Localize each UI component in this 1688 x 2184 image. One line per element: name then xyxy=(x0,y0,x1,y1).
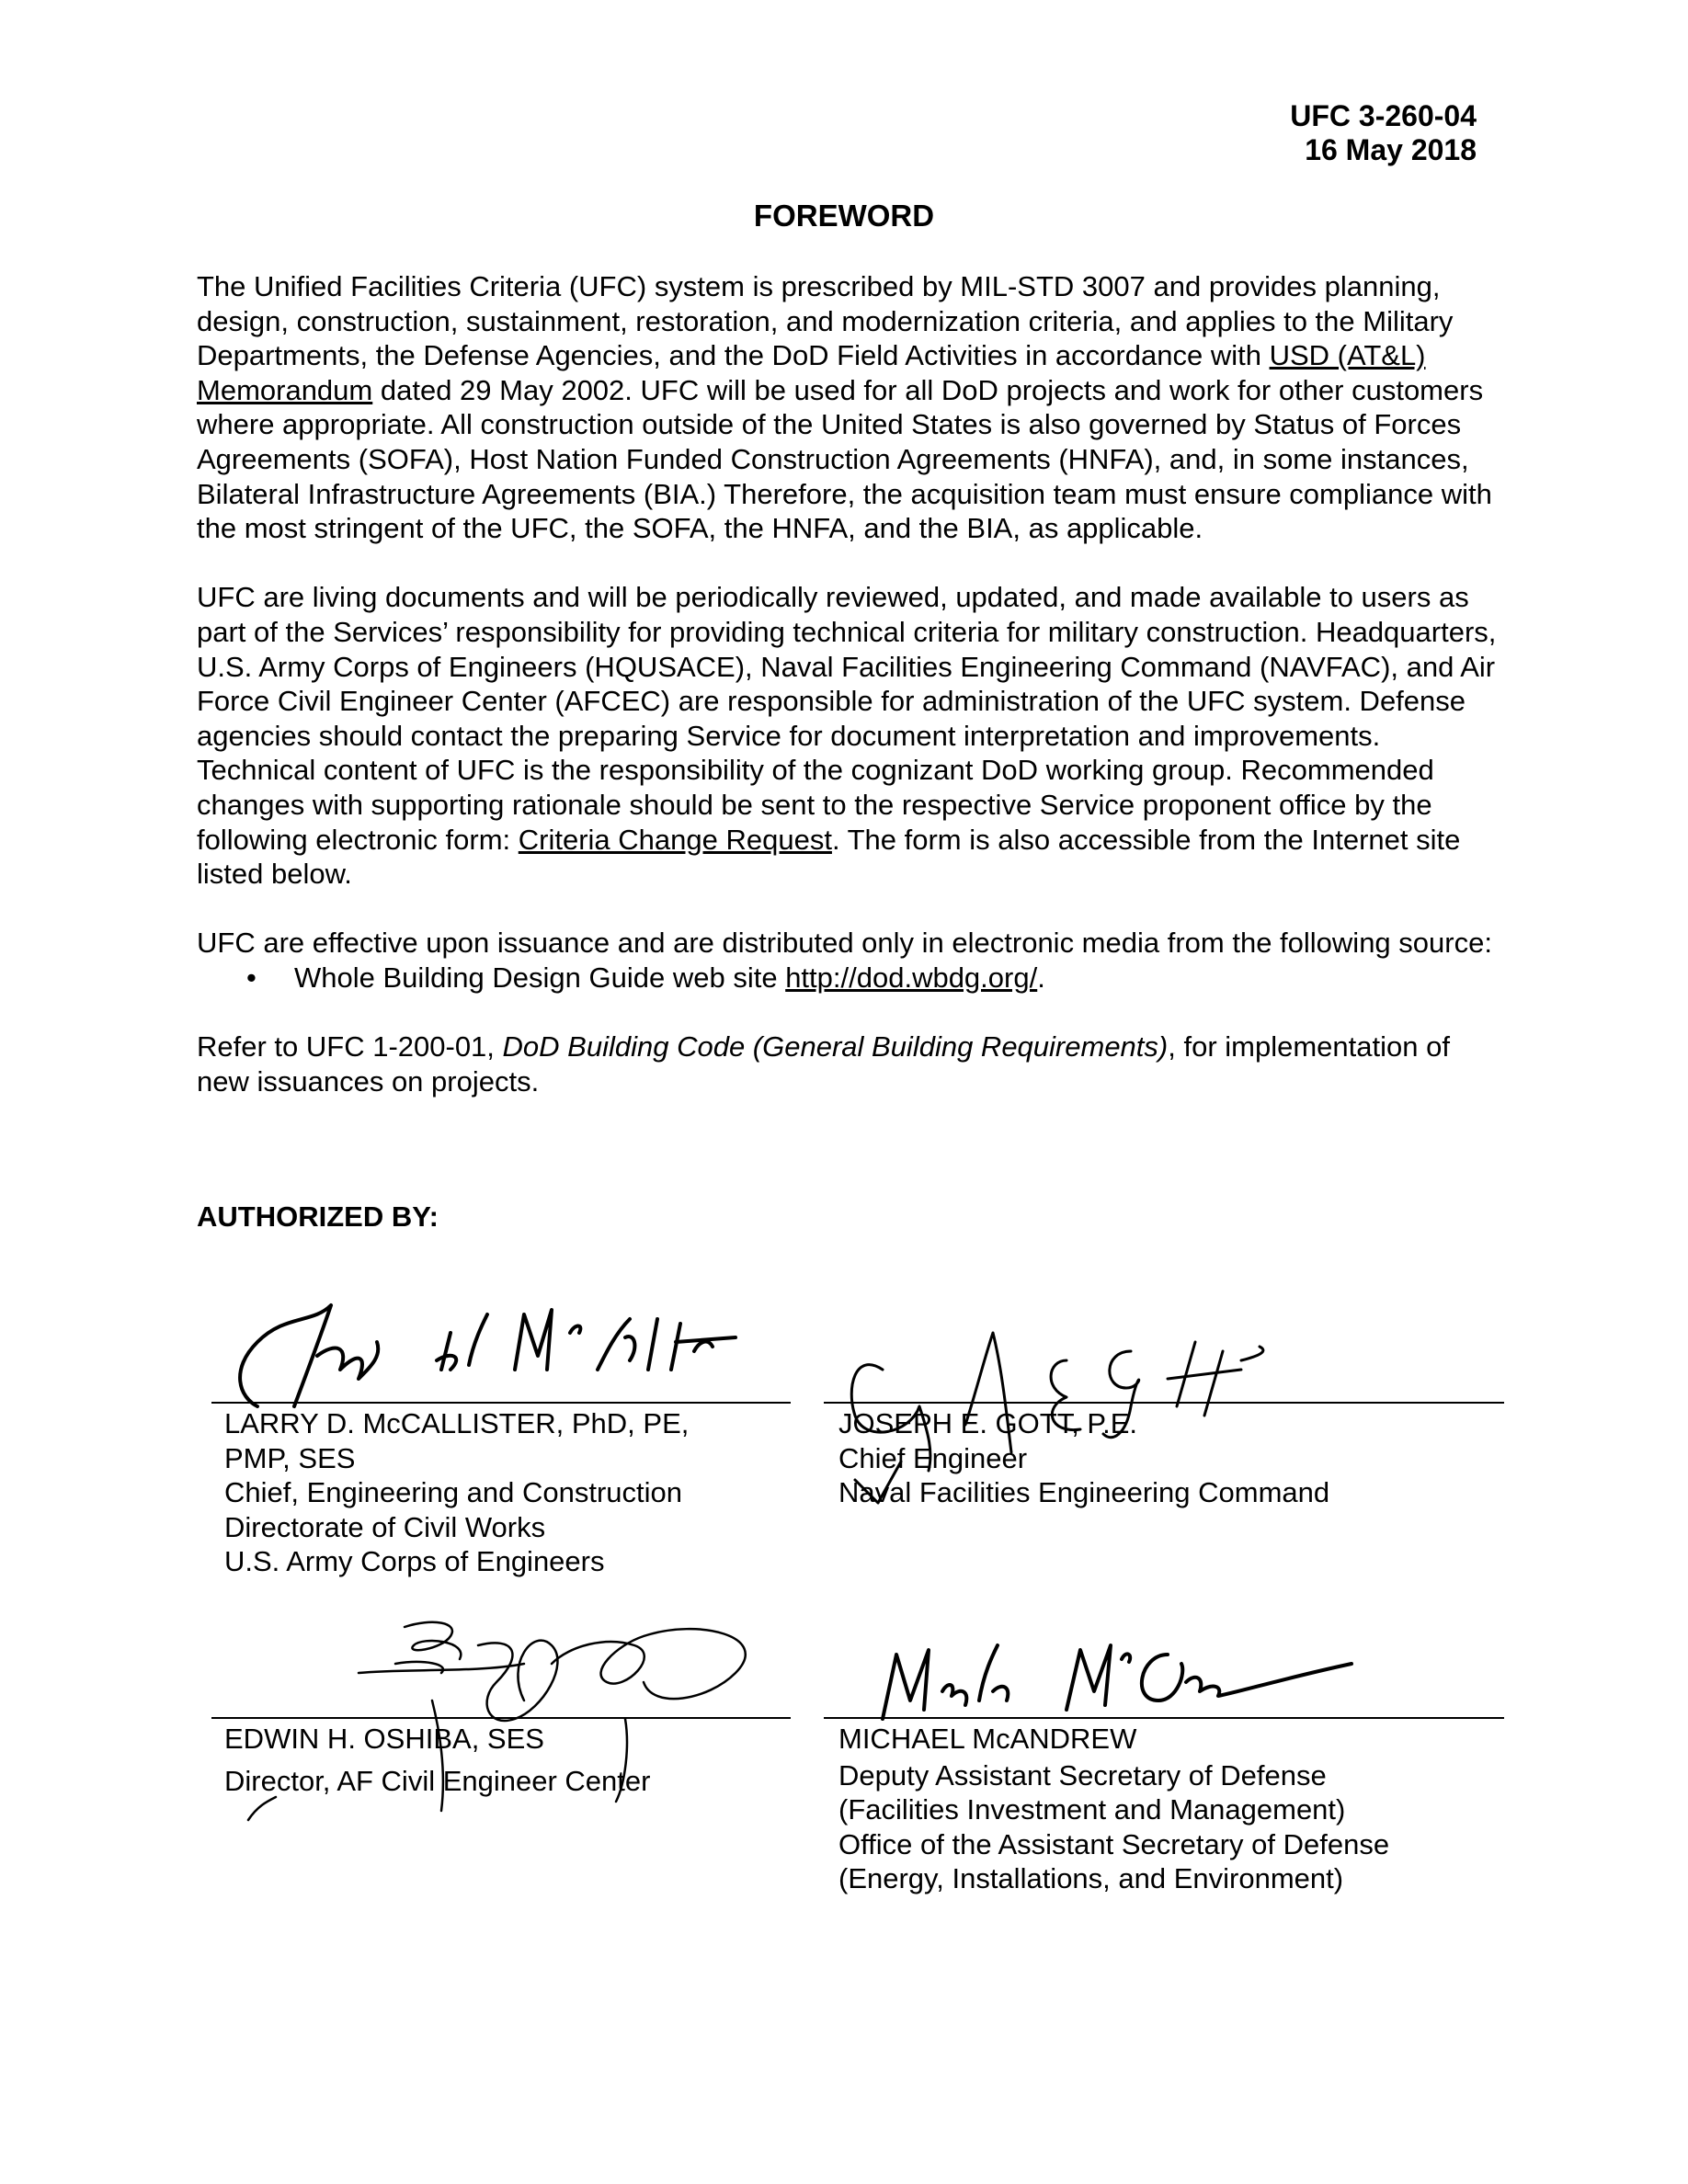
signatory-name: JOSEPH E. GOTT, P.E. xyxy=(838,1407,1138,1439)
list-item-text: Whole Building Design Guide web site xyxy=(294,961,786,994)
list-item-period: . xyxy=(1037,961,1045,994)
building-code-title: DoD Building Code (General Building Requirements) xyxy=(502,1030,1169,1064)
signatory-title-line: Chief Engineer xyxy=(838,1441,1028,1474)
signatory-name-continued: PMP, SES xyxy=(224,1441,356,1474)
signature-line xyxy=(211,1717,791,1719)
signatory-name: MICHAEL McANDREW xyxy=(838,1723,1137,1755)
bullet-icon: • xyxy=(246,961,257,994)
paragraph-4-text-a: Refer to UFC 1-200-01, xyxy=(197,1030,503,1064)
paragraph-1-text-b: dated 29 May 2002. UFC will be used for all DoD projects and work for other customers where appropriate. All construction outside of the United States is also governed by Status of Forces Agreements (SOFA), Host Nation Funded Construction Agreements (HNFA), and, in some instances, Bilateral Infrastructure Agreements (BIA.) Therefore, the acquisition team must ensure compliance with the most stringent of the UFC, the SOFA, the HNFA, and the BIA, as applicable. xyxy=(197,373,1492,545)
paragraph-4 xyxy=(197,1029,1502,1098)
document-header xyxy=(1290,99,1477,167)
paragraph-3: UFC are effective upon issuance and are distributed only in electronic media from the following source: xyxy=(197,927,1492,960)
signatory-title-line: Chief, Engineering and Construction xyxy=(224,1476,683,1509)
signatory-mcandrew xyxy=(838,1722,1389,1896)
signature-line xyxy=(824,1402,1504,1404)
paragraph-2-text-b: . The form is also accessible from the Internet site listed below. xyxy=(197,823,1461,891)
signatory-name: EDWIN H. OSHIBA, SES xyxy=(224,1723,544,1755)
signatory-name: LARRY D. McCALLISTER, PhD, PE, xyxy=(224,1407,690,1439)
signatory-gott xyxy=(838,1406,1329,1510)
signatory-title-line: Naval Facilities Engineering Command xyxy=(838,1476,1330,1509)
signature-line xyxy=(211,1402,791,1404)
usd-memorandum-link[interactable]: USD (AT&L) Memorandum xyxy=(197,339,1426,406)
signatory-title-line: (Facilities Investment and Management) xyxy=(838,1793,1346,1826)
source-list xyxy=(197,961,1502,995)
criteria-change-request-link[interactable]: Criteria Change Request xyxy=(518,823,832,856)
foreword-body xyxy=(197,269,1502,1133)
document-number: UFC 3-260-04 xyxy=(1290,99,1477,132)
signatory-title-line: Directorate of Civil Works xyxy=(224,1510,546,1543)
paragraph-1-text-a: The Unified Facilities Criteria (UFC) system is prescribed by MIL-STD 3007 and provides planning, design, construction, sustainment, restoration, and modernization criteria, and applies to the Military Departments, the Defense Agencies, and the DoD Field Activities in accordance with xyxy=(197,270,1454,372)
paragraph-2-text-a: UFC are living documents and will be periodically reviewed, updated, and made available to users as part of the Services’ responsibility for providing technical criteria for military construction. Headquarters, U.S. Army Corps of Engineers (HQUSACE), Naval Facilities Engineering Command (NAVFAC), and Air Force Civil Engineer Center (AFCEC) are responsible for administration of the UFC system. Defense agencies should contact the preparing Service for document interpretation and improvements. Technical content of UFC is the responsibility of the cognizant DoD working group. Recommended changes with supporting rationale should be sent to the respective Service proponent office by the following electronic form: xyxy=(197,581,1497,856)
wbdg-link[interactable]: http://dod.wbdg.org/ xyxy=(785,961,1038,994)
signatory-oshiba xyxy=(224,1722,650,1798)
paragraph-4-text-b: , for implementation of new issuances on projects. xyxy=(197,1030,1450,1098)
signatory-title-line: Deputy Assistant Secretary of Defense xyxy=(838,1758,1327,1792)
list-item xyxy=(197,961,1502,995)
page-title: FOREWORD xyxy=(753,199,935,233)
paragraph-2 xyxy=(197,580,1502,891)
signatory-title-line: (Energy, Installations, and Environment) xyxy=(838,1862,1344,1895)
document-date: 16 May 2018 xyxy=(1305,133,1477,166)
signature-mcandrew xyxy=(855,1618,1407,1728)
signatory-title-line: Office of the Assistant Secretary of Defense xyxy=(838,1827,1390,1860)
signatory-title-line: Director, AF Civil Engineer Center xyxy=(224,1764,651,1797)
signatory-mccallister xyxy=(224,1406,689,1579)
signatory-title-line: U.S. Army Corps of Engineers xyxy=(224,1545,605,1578)
signature-line xyxy=(824,1717,1504,1719)
signature-mccallister xyxy=(221,1268,772,1416)
authorized-by-heading: AUTHORIZED BY: xyxy=(197,1200,439,1233)
paragraph-1 xyxy=(197,269,1502,546)
